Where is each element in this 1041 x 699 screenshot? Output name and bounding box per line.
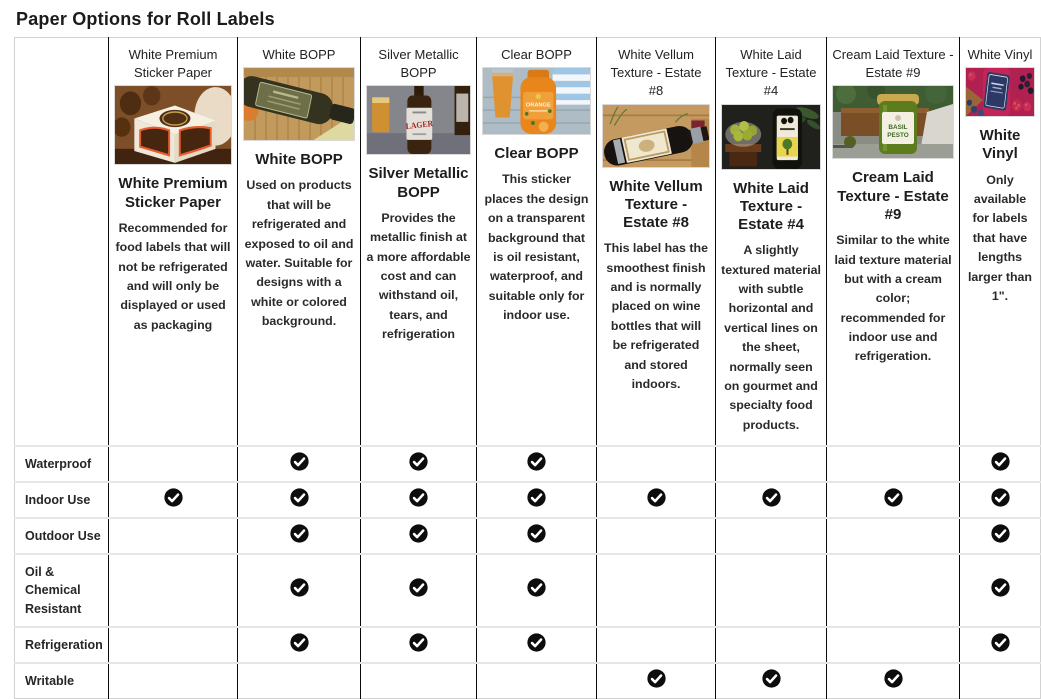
feature-cell <box>827 663 960 699</box>
column-header-cell <box>477 38 597 446</box>
column-header-label: White Vellum Texture - Estate #8 <box>610 47 702 99</box>
feature-cell <box>597 554 716 626</box>
check-circle-icon <box>991 488 1010 507</box>
feature-row <box>15 663 1041 699</box>
olives-and-oil-photo <box>721 104 821 170</box>
column-header-cell <box>109 38 238 446</box>
feature-cell <box>716 482 827 518</box>
feature-cell <box>361 663 477 699</box>
olive-oil-bamboo-photo <box>243 67 355 141</box>
feature-cell <box>109 446 238 482</box>
feature-cell <box>597 663 716 699</box>
feature-cell <box>361 446 477 482</box>
feature-cell <box>109 663 238 699</box>
column-header-cell <box>960 38 1041 446</box>
paper-options-table <box>14 37 1041 699</box>
feature-cell <box>238 663 361 699</box>
feature-cell <box>238 446 361 482</box>
feature-cell <box>960 627 1041 663</box>
column-header-cell <box>716 38 827 446</box>
column-header-cell <box>238 38 361 446</box>
feature-cell <box>238 482 361 518</box>
feature-cell <box>597 627 716 663</box>
feature-label: Refrigeration <box>15 627 109 663</box>
column-description: Recommended for food labels that will not be refrigerated and will only be displayed or used as packaging <box>115 220 231 332</box>
feature-cell <box>477 627 597 663</box>
check-circle-icon <box>991 452 1010 471</box>
column-title: Silver Metallic BOPP <box>368 165 469 201</box>
column-header-label: Cream Laid Texture - Estate #9 <box>832 47 954 81</box>
column-description: Used on products that will be refrigerated and exposed to oil and water. Suitable for designs with a white or colored background. <box>244 178 354 328</box>
check-circle-icon <box>409 578 428 597</box>
check-circle-icon <box>527 488 546 507</box>
wine-bottle-photo <box>602 104 710 168</box>
berry-smoothie-photo <box>965 67 1035 117</box>
check-circle-icon <box>527 633 546 652</box>
feature-cell <box>827 627 960 663</box>
column-header-cell <box>597 38 716 446</box>
check-circle-icon <box>290 452 309 471</box>
check-circle-icon <box>884 488 903 507</box>
column-header-label: Clear BOPP <box>501 47 572 62</box>
feature-row <box>15 627 1041 663</box>
feature-cell <box>960 482 1041 518</box>
column-title: Cream Laid Texture - Estate #9 <box>837 169 949 223</box>
check-circle-icon <box>762 669 781 688</box>
column-header-label: Silver Metallic BOPP <box>378 47 459 81</box>
feature-cell <box>827 446 960 482</box>
feature-cell <box>477 518 597 554</box>
column-header-label: White Laid Texture - Estate #4 <box>725 47 817 99</box>
check-circle-icon <box>527 578 546 597</box>
feature-cell <box>716 627 827 663</box>
check-circle-icon <box>991 633 1010 652</box>
feature-cell <box>827 554 960 626</box>
svg-text:LAGER: LAGER <box>405 119 434 132</box>
check-circle-icon <box>409 633 428 652</box>
column-title: White Laid Texture - Estate #4 <box>733 179 809 234</box>
feature-cell <box>716 663 827 699</box>
feature-label: Oil & Chemical Resistant <box>15 554 109 626</box>
feature-cell <box>827 518 960 554</box>
column-header-cell <box>361 38 477 446</box>
check-circle-icon <box>290 524 309 543</box>
feature-label: Indoor Use <box>15 482 109 518</box>
feature-cell <box>960 518 1041 554</box>
svg-text:PESTO: PESTO <box>887 132 909 140</box>
check-circle-icon <box>527 452 546 471</box>
header-row <box>15 38 1041 446</box>
feature-cell <box>109 627 238 663</box>
column-title: White Vellum Texture - Estate #8 <box>609 177 703 232</box>
check-circle-icon <box>290 488 309 507</box>
feature-cell <box>597 518 716 554</box>
column-title: White Vinyl <box>979 127 1021 163</box>
feature-cell <box>960 554 1041 626</box>
feature-cell <box>597 482 716 518</box>
check-circle-icon <box>409 524 428 543</box>
column-description: Provides the metallic finish at a more affordable cost and can withstand oil, tears, and refrigeration <box>366 210 471 342</box>
feature-cell <box>960 446 1041 482</box>
feature-cell <box>960 663 1041 699</box>
feature-cell <box>361 554 477 626</box>
feature-cell <box>109 518 238 554</box>
feature-cell <box>109 554 238 626</box>
feature-cell <box>716 518 827 554</box>
orange-juice-photo <box>482 67 591 135</box>
check-circle-icon <box>991 578 1010 597</box>
feature-row <box>15 482 1041 518</box>
column-title: White BOPP <box>255 151 343 169</box>
column-description: A slightly textured material with subtle horizontal and vertical lines on the sheet, normally seen on gourmet and specialty food products. <box>721 243 821 432</box>
check-circle-icon <box>647 488 666 507</box>
feature-label: Outdoor Use <box>15 518 109 554</box>
feature-cell <box>597 446 716 482</box>
column-description: Similar to the white laid texture material but with a cream color; recommended for indoor use and refrigeration. <box>834 233 952 364</box>
check-circle-icon <box>409 452 428 471</box>
feature-label: Waterproof <box>15 446 109 482</box>
feature-cell <box>361 518 477 554</box>
feature-cell <box>238 554 361 626</box>
corner-cell <box>15 38 109 446</box>
feature-row <box>15 554 1041 626</box>
column-description: Only available for labels that have lengths larger than 1". <box>967 172 1033 303</box>
page-title: Paper Options for Roll Labels <box>16 9 275 29</box>
check-circle-icon <box>527 524 546 543</box>
check-circle-icon <box>647 669 666 688</box>
feature-cell <box>109 482 238 518</box>
pesto-jar-photo <box>832 85 954 159</box>
check-circle-icon <box>290 633 309 652</box>
feature-cell <box>477 663 597 699</box>
feature-row <box>15 446 1041 482</box>
feature-label: Writable <box>15 663 109 699</box>
svg-text:BASIL: BASIL <box>888 124 908 132</box>
check-circle-icon <box>290 578 309 597</box>
column-title: White Premium Sticker Paper <box>118 175 228 211</box>
feature-cell <box>477 554 597 626</box>
column-header-label: White Premium Sticker Paper <box>128 47 218 81</box>
feature-cell <box>361 627 477 663</box>
feature-cell <box>477 446 597 482</box>
column-title: Clear BOPP <box>494 145 579 163</box>
feature-cell <box>238 627 361 663</box>
column-header-label: White Vinyl <box>967 47 1033 62</box>
check-circle-icon <box>884 669 903 688</box>
check-circle-icon <box>409 488 428 507</box>
column-header-cell <box>827 38 960 446</box>
feature-cell <box>361 482 477 518</box>
feature-cell <box>477 482 597 518</box>
feature-cell <box>238 518 361 554</box>
svg-text:ORANGE: ORANGE <box>525 102 551 109</box>
cookie-box-photo <box>114 85 232 165</box>
check-circle-icon <box>164 488 183 507</box>
column-header-label: White BOPP <box>262 47 336 62</box>
check-circle-icon <box>762 488 781 507</box>
feature-cell <box>716 446 827 482</box>
feature-cell <box>827 482 960 518</box>
column-description: This sticker places the design on a transparent background that is oil resistant, waterproof, and suitable only for indoor use. <box>484 172 589 322</box>
lager-bottle-photo <box>366 85 471 155</box>
feature-row <box>15 518 1041 554</box>
column-description: This label has the smoothest finish and is normally placed on wine bottles that will be refrigerated and stored indoors. <box>604 241 708 391</box>
feature-cell <box>716 554 827 626</box>
check-circle-icon <box>991 524 1010 543</box>
